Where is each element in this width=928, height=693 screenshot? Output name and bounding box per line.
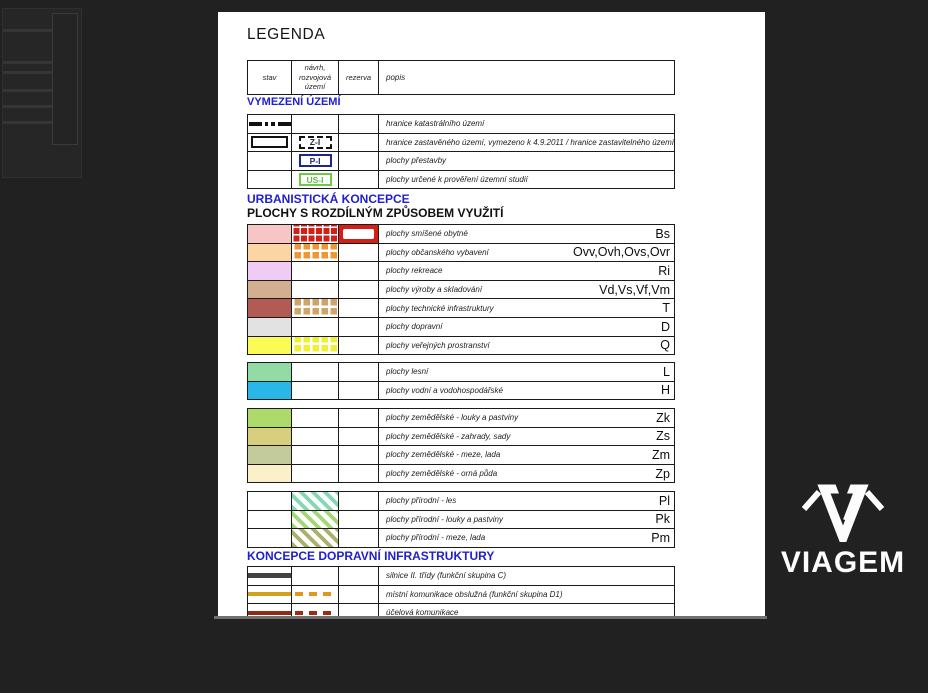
- area-code: Zp: [655, 466, 670, 481]
- area-code: T: [662, 301, 670, 316]
- popis-label: plochy zemědělské - zahrady, sady: [386, 431, 511, 441]
- empty-cell: [292, 281, 339, 300]
- empty-cell: [339, 281, 379, 300]
- row-popis: [379, 337, 674, 356]
- row-popis: [379, 586, 674, 605]
- popis-label: hranice zastavěného území, vymezeno k 4.9.2011 / hranice zastavitelného území: [386, 137, 674, 147]
- popis-label: plochy dopravní: [386, 322, 443, 332]
- usi-tag: US-I: [299, 173, 332, 186]
- table-vymezeni: [247, 114, 675, 189]
- row-popis: [379, 529, 674, 548]
- swatch-zs-stav: [248, 428, 292, 447]
- empty-cell: [339, 363, 379, 382]
- section-heading-vymezeni: VYMEZENÍ ÚZEMÍ: [247, 96, 341, 108]
- symbol-road-local-planned: [292, 586, 339, 605]
- area-code: H: [660, 383, 670, 398]
- empty-cell: [339, 382, 379, 401]
- row-popis: [379, 604, 674, 616]
- pattern-ovv-navrh: [292, 244, 339, 263]
- empty-cell: [339, 337, 379, 356]
- empty-cell: [339, 567, 379, 586]
- empty-cell: [339, 318, 379, 337]
- popis-label: plochy zemědělské - meze, lada: [386, 450, 501, 460]
- row-popis: [379, 115, 674, 134]
- road-line-icon: [248, 573, 291, 578]
- area-code: Zk: [656, 410, 670, 425]
- empty-cell: [339, 171, 379, 190]
- empty-cell: [339, 446, 379, 465]
- zi-tag: Z-I: [299, 136, 332, 149]
- empty-cell: [339, 465, 379, 484]
- swatch-l-stav: [248, 363, 292, 382]
- popis-label: plochy zemědělské - louky a pastviny: [386, 413, 519, 423]
- swatch-d-stav: [248, 318, 292, 337]
- symbol-cadastral-boundary: [248, 115, 292, 134]
- road-line-icon: [248, 611, 291, 615]
- symbol-pi: [292, 152, 339, 171]
- symbol-builtup-boundary: [248, 134, 292, 153]
- popis-label: hranice katastrálního území: [386, 119, 485, 129]
- popis-label: plochy veřejných prostranství: [386, 340, 490, 350]
- empty-cell: [339, 299, 379, 318]
- swatch-ri-stav: [248, 262, 292, 281]
- empty-cell: [292, 465, 339, 484]
- area-code: Vd,Vs,Vf,Vm: [599, 282, 670, 297]
- popis-label: plochy přírodní - les: [386, 496, 457, 506]
- solid-rect-icon: [251, 136, 288, 148]
- empty-cell: [248, 152, 292, 171]
- popis-label: plochy přírodní - louky a pastviny: [386, 514, 503, 524]
- empty-cell: [339, 529, 379, 548]
- popis-label: plochy rekreace: [386, 266, 443, 276]
- empty-cell: [292, 446, 339, 465]
- row-popis: [379, 244, 674, 263]
- legend-header-table: [247, 60, 675, 95]
- row-popis: [379, 382, 674, 401]
- empty-cell: [339, 409, 379, 428]
- swatch-ovv-stav: [248, 244, 292, 263]
- row-popis: [379, 299, 674, 318]
- symbol-usi: [292, 171, 339, 190]
- section-heading-doprava: KONCEPCE DOPRAVNÍ INFRASTRUKTURY: [247, 549, 495, 563]
- popis-label: plochy přestavby: [386, 156, 447, 166]
- viagem-logo-text: VIAGEM: [780, 546, 906, 579]
- road-line-icon: [248, 592, 291, 596]
- row-popis: [379, 262, 674, 281]
- rezerva-inner: [343, 229, 374, 240]
- table-prirodni: [247, 491, 675, 548]
- symbol-road-local: [248, 586, 292, 605]
- header-cell-stav: stav: [248, 61, 292, 94]
- dashed-road-icon: [295, 611, 335, 615]
- empty-cell: [339, 152, 379, 171]
- empty-cell: [292, 363, 339, 382]
- area-code: Pl: [658, 493, 670, 508]
- swatch-t-stav: [248, 299, 292, 318]
- swatch-bs-stav: [248, 225, 292, 244]
- area-code: Pm: [651, 530, 670, 545]
- empty-cell: [292, 382, 339, 401]
- empty-cell: [292, 428, 339, 447]
- area-code: Pk: [655, 512, 670, 527]
- symbol-road-service: [248, 604, 292, 616]
- popis-label: plochy zemědělské - orná půda: [386, 469, 498, 479]
- popis-label: plochy občanského vybavení: [386, 247, 489, 257]
- dash-dot-line-icon: [249, 122, 291, 126]
- empty-cell: [292, 115, 339, 134]
- empty-cell: [292, 262, 339, 281]
- empty-cell: [339, 604, 379, 616]
- row-popis: [379, 318, 674, 337]
- symbol-road-service-planned: [292, 604, 339, 616]
- header-cell-rezerva: rezerva: [339, 61, 379, 94]
- symbol-zi: [292, 134, 339, 153]
- popis-label: plochy výroby a skladování: [386, 285, 483, 295]
- popis-label: plochy přírodní - meze, lada: [386, 533, 486, 543]
- swatch-vd-stav: [248, 281, 292, 300]
- empty-cell: [339, 244, 379, 263]
- area-code: Zs: [656, 429, 670, 444]
- empty-cell: [248, 529, 292, 548]
- section-heading-urbanisticka: URBANISTICKÁ KONCEPCE: [247, 192, 410, 206]
- row-popis: [379, 281, 674, 300]
- popis-label: plochy určené k prověření územní studií: [386, 175, 528, 185]
- area-code: L: [663, 364, 670, 379]
- row-popis: [379, 492, 674, 511]
- row-popis: [379, 511, 674, 530]
- area-code: Bs: [655, 226, 670, 241]
- swatch-zm-stav: [248, 446, 292, 465]
- swatch-zp-stav: [248, 465, 292, 484]
- thumbnail-box: [52, 13, 78, 145]
- table-doprava: [247, 566, 675, 616]
- row-popis: [379, 428, 674, 447]
- pattern-pk-navrh: [292, 511, 339, 530]
- empty-cell: [339, 586, 379, 605]
- row-popis: [379, 465, 674, 484]
- table-zemedelske: [247, 408, 675, 483]
- area-code: Zm: [651, 447, 670, 462]
- empty-cell: [339, 511, 379, 530]
- empty-cell: [339, 428, 379, 447]
- table-vyuziti: [247, 224, 675, 355]
- page-bottom-edge: [214, 616, 767, 619]
- area-code: Ovv,Ovh,Ovs,Ovr: [573, 245, 670, 260]
- popis-label: účelová komunikace: [386, 608, 459, 616]
- thumbnail-line: [3, 29, 55, 32]
- empty-cell: [339, 492, 379, 511]
- page-title: LEGENDA: [247, 26, 326, 43]
- row-popis: [379, 134, 674, 153]
- symbol-road-class2: [248, 567, 292, 586]
- row-popis: [379, 171, 674, 190]
- popis-label: místní komunikace obslužná (funkční skupina D1): [386, 589, 563, 599]
- area-code: Ri: [658, 263, 670, 278]
- row-popis: [379, 567, 674, 586]
- popis-label: plochy smíšené obytné: [386, 229, 468, 239]
- empty-cell: [248, 171, 292, 190]
- pattern-pl-navrh: [292, 492, 339, 511]
- pi-tag: P-I: [299, 154, 332, 167]
- empty-cell: [339, 115, 379, 134]
- swatch-q-stav: [248, 337, 292, 356]
- empty-cell: [248, 511, 292, 530]
- popis-label: plochy technické infrastruktury: [386, 303, 494, 313]
- viagem-logo: [768, 482, 918, 590]
- row-popis: [379, 363, 674, 382]
- row-popis: [379, 409, 674, 428]
- popis-label: plochy lesní: [386, 367, 429, 377]
- swatch-h-stav: [248, 382, 292, 401]
- empty-cell: [292, 567, 339, 586]
- popis-label: plochy vodní a vodohospodářské: [386, 385, 503, 395]
- section-subheading-plochy: PLOCHY S ROZDÍLNÝM ZPŮSOBEM VYUŽITÍ: [247, 206, 504, 220]
- sidebar-page-thumbnail: [2, 8, 82, 178]
- pattern-bs-navrh: [292, 225, 339, 244]
- pattern-pm-navrh: [292, 529, 339, 548]
- empty-cell: [292, 318, 339, 337]
- header-cell-navrh: návrh, rozvojová území: [292, 61, 339, 94]
- swatch-zk-stav: [248, 409, 292, 428]
- thumbnail-line: [3, 105, 58, 108]
- area-code: Q: [660, 338, 670, 353]
- area-code: D: [660, 319, 670, 334]
- row-popis: [379, 446, 674, 465]
- row-popis: [379, 225, 674, 244]
- dashed-road-icon: [295, 592, 335, 596]
- pattern-q-navrh: [292, 337, 339, 356]
- pattern-t-navrh: [292, 299, 339, 318]
- header-cell-popis: popis: [386, 72, 406, 82]
- empty-cell: [339, 134, 379, 153]
- row-popis: [379, 152, 674, 171]
- table-lesni-vodni: [247, 362, 675, 400]
- empty-cell: [248, 492, 292, 511]
- legend-document-page: [218, 12, 765, 616]
- swatch-bs-rezerva: [339, 225, 379, 244]
- empty-cell: [292, 409, 339, 428]
- viagem-gem-icon: [797, 482, 889, 542]
- popis-label: silnice II. třídy (funkční skupina C): [386, 571, 507, 581]
- empty-cell: [339, 262, 379, 281]
